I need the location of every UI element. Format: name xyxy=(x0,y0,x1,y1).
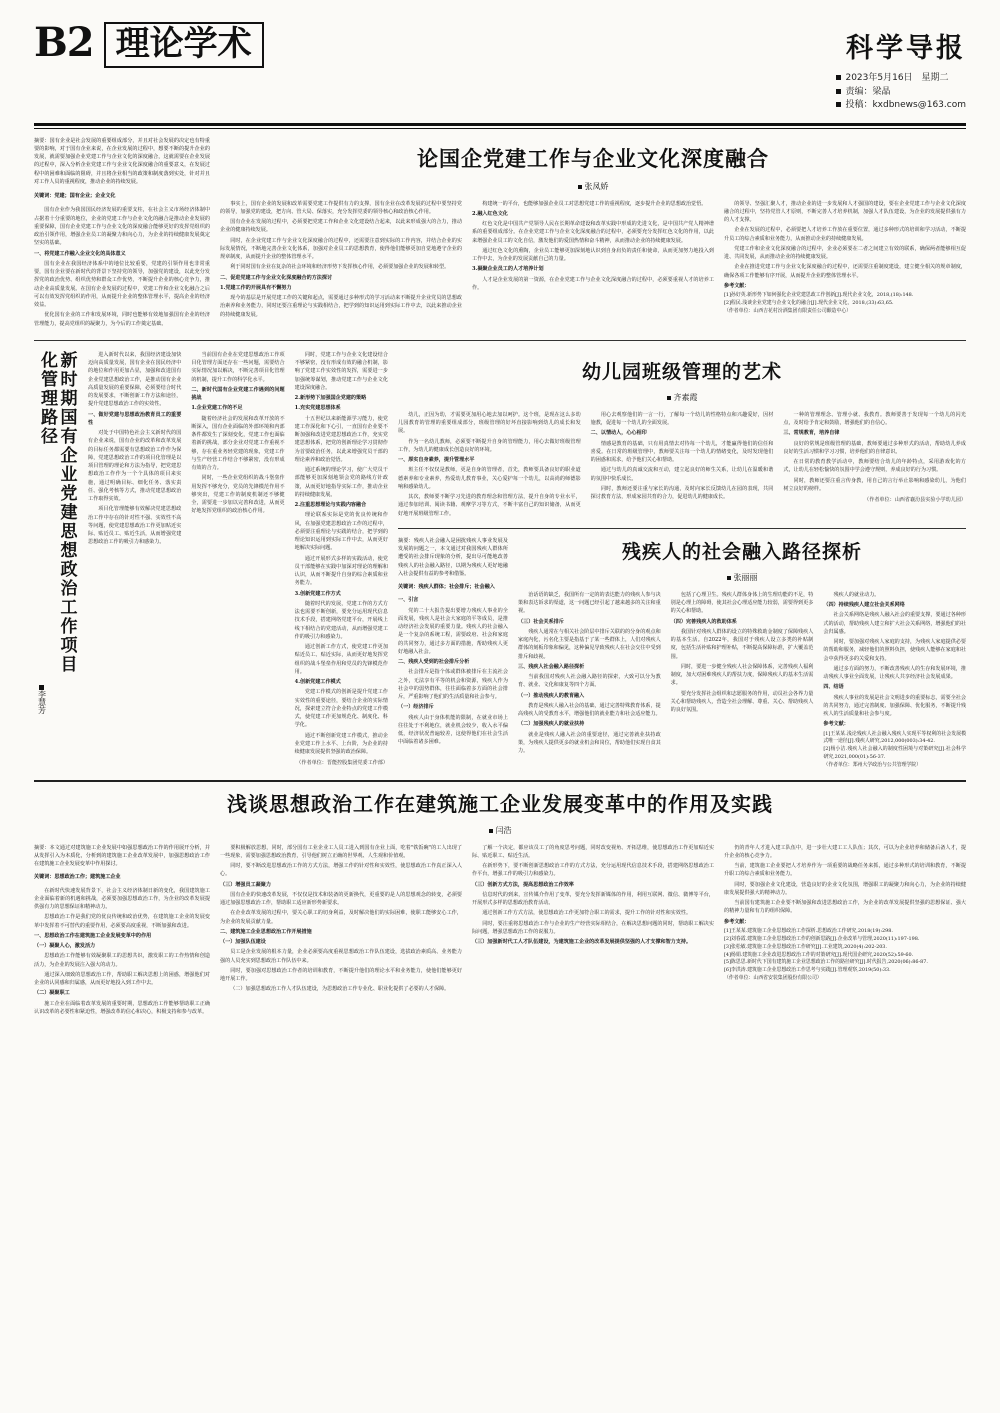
p: 同时，党建工作与企业文化建设结合不够紧密，没有形成有效的融合机制，影响了党建工作实效性的发挥，需要进一步加强统筹谋划，推动党建工作与企业文化建设深度融合。 xyxy=(294,351,388,391)
bullet-icon xyxy=(836,102,841,107)
p: 仍的青年人才进入建工队伍中，进一步壮大建工工人队伍；其次，可以为企业培养和储备后备人才，提升企业的核心竞争力。 xyxy=(724,844,966,859)
p: 同时，要加强对思想政治工作者的培训和教育，不断提升他们的理论水平和业务能力，使他们能够更好地开展工作。 xyxy=(220,967,462,983)
p: 同时，一些企业党组织的战斗堡垒作用发挥不够充分，党员的先锋模范作用不够突出，党建工作的制度机制还不够健全，需要进一步加以完善和改进，从而更好地发挥党组织的政治核心作用。 xyxy=(191,475,285,515)
p: 一、思想政治工作在建筑施工企业发展变革中的作用 xyxy=(34,932,152,939)
masthead-right xyxy=(836,22,966,113)
p: 二、新时代国有企业党建工作遇到的问题挑战 xyxy=(191,386,285,401)
vertical-article-signature: （作者单位：晋能控股集团党委工作部） xyxy=(296,760,388,767)
section-title: 理论学术 xyxy=(115,24,252,64)
masthead-rule xyxy=(34,123,966,126)
p: （四）完善残疾人的救助体系 xyxy=(670,618,737,625)
p: 社会关系网络是残疾人融入社会的重要支撑，要通过各种形式的活动，帮助残疾人建立和扩大社会关系网络，增强他们的社会归属感。 xyxy=(823,612,967,635)
p: 一种的管理理念、管理小就、我教育。教师要善于发现每一个幼儿的闪光点，及时给予肯定和鼓励，增强他们的自信心。 xyxy=(783,411,967,426)
p: 在新形势下，要不断创新思想政治工作的方式方法，充分运用现代信息技术手段，搭建网络思想政治工作平台，增强工作的吸引力和感染力。 xyxy=(472,863,714,878)
ref: [2]程民.浅谈企业党建与企业文化的融合[J].现代企业文化，2018,(33):63,65. xyxy=(724,299,894,306)
article-4-title: 浅谈思想政治工作在建筑施工企业发展变革中的作用及实践 xyxy=(227,791,773,816)
vertical-title-wrap xyxy=(34,351,78,770)
ref: [2]杨小洁.残疾人社会融入的制度性困境与对策研究[J].社会科学研究,2021,000(01):56-37. xyxy=(823,746,967,761)
p: 残疾人由于身体机能的限制，在就业市场上往往处于不利地位，就业机会较少，收入水平偏低，经济状况普遍较差，这使得他们在社会生活中面临着诸多困难。 xyxy=(398,714,508,746)
ref: [6]李洪涛.建筑施工企业思想政治工作思考与实践[J].管理观察,2019(50):33. xyxy=(724,967,891,974)
paper-name: 科学导报 xyxy=(846,33,966,64)
p: 三、常规教育，培养自律 xyxy=(783,430,840,437)
p: 社会排斥是指个体或群体被排斥在主流社会之外，无法享有平等的机会和资源，残疾人作为社会中的弱势群体，往往面临着多方面的社会排斥，严重影响了他们的生活质量和社会参与。 xyxy=(398,669,508,700)
ref: [1]王某某.建筑施工企业思想政治工作探析.思想政治工作研究,2018(19):298. xyxy=(724,927,893,934)
p: 通过与幼儿的真诚交流和互动，建立起良好的师生关系，让幼儿在温暖和谐的氛围中快乐成长。 xyxy=(590,467,774,482)
article-2-zone xyxy=(0,351,1000,770)
date-line: 2023年5月16日 星期二 xyxy=(845,73,949,83)
p: 通过多方面的努力，不断改善残疾人的生存和发展环境，推动残疾人事业全面发展，让残疾人共享经济社会发展成果。 xyxy=(823,665,967,680)
p: 要充分发挥社会组织和志愿服务的作用，动员社会各界力量关心和帮助残疾人，营造全社会理解、尊重、关心、帮助残疾人的良好氛围。 xyxy=(670,690,814,713)
p: 参考文献： xyxy=(724,918,750,925)
p: 当前国有建筑施工企业要不断加强和改进思想政治工作，为企业的改革发展提供坚强的思想保证、强大的精神力量和有力的组织保障。 xyxy=(724,900,966,915)
p: 就业是残疾人融入社会的重要途径，通过完善就业扶持政策，为残疾人提供更多的就业机会和岗位，帮助他们实现自食其力。 xyxy=(518,731,661,754)
article-divider-3 xyxy=(34,780,966,782)
p: 企业在发展的过程中，必须要把人才培养工作放在重要位置，通过多种形式的培训和学习活动，不断提升员工的综合素质和业务能力，从而推动企业的持续健康发展。 xyxy=(724,227,966,242)
article-3-byline xyxy=(518,572,966,583)
p: （二）凝聚职工 xyxy=(34,990,70,997)
article-3-abstract: 摘要：残疾人社会融入是困扰残疾人事业发展及发展的问题之一，本文通过对我国残疾人群体所遭受的社会排斥现象的分析，提出尽可能地改善残疾人的社会融入路径，以期为残疾人更好地融入社会提供有益的参考和借鉴。 xyxy=(398,537,508,577)
masthead-meta xyxy=(836,72,966,113)
article-4-keywords: 关键词：思想政治工作；建筑施工企业 xyxy=(34,874,121,881)
p: 二、以情动人，心心相印 xyxy=(590,430,647,437)
p: 要积极解放思想，同时，部分国有工业企业工人员工进入到国有企业上面，吃着"铁饭碗"的工人出现了一些现象，需要加强思想政治教育，引导他们树立正确的世界观、人生观和价值观。 xyxy=(220,844,462,859)
article-4-col-2 xyxy=(220,844,462,1019)
ref: （作者单位：郑州大学政治与公共管理学院） xyxy=(823,761,922,768)
p: 其次，教师要不断学习先进的教育理念和管理方法，提升自身的专业水平，通过参加培训、阅读书籍、观摩学习等方式，不断丰富自己的知识储备，从而更好地开展班级管理工作。 xyxy=(398,494,581,517)
p: 思想政治工作是我们党的优良传统和政治优势，在建筑施工企业的发展变革中发挥着不可替代的重要作用，必须要高度重视，不断加强和改进。 xyxy=(34,914,210,929)
p: 一、引言 xyxy=(398,597,419,604)
mail-line: 投稿：kxdbnews@163.com xyxy=(845,100,966,110)
p: 1.充实党建思想体系 xyxy=(294,405,341,412)
article-1-abstract: 摘要：国有企业是社会发展的重要组成部分，并且对社会发展的决定也有特重要的影响，对于国有企业来说，在企业发展的过程中，想要不断的提升企业的发展，就需要加强企业党建工作与企业文化的深度融合，这就需要在企业发展的过程中，深入分析企业党建工作与企业文化深度融合的重要意义，在发展过程中的困难和面临的阻碍，并且将企业相当的政策和制度落到实处，针对并且对工作人员的重视程度，推动企业的持续发展。 xyxy=(34,137,210,185)
article-1-abstract-col xyxy=(34,137,210,330)
p: 同时，教师还要注重言传身教，用自己的言行举止影响和感染幼儿，为他们树立良好的榜样。 xyxy=(783,477,967,492)
p: 当前国有企业在党建思想政治工作项目化管理方面还存在一些问题，需要结合实际情况加以解决，不断完善项目化管理的机制，提升工作的科学化水平。 xyxy=(191,351,285,383)
article-1-author: 张凤娇 xyxy=(584,181,609,191)
p: 企业在推进党建工作与企业文化深度融合的过程中，还需要注重制度建设，建立健全相关的规章制度，确保各项工作能够有序开展，从而提升企业的整体管理水平。 xyxy=(724,264,966,279)
ref: [4]杨娟.建筑施工企业改进思想政治工作的对策研究[J].现代国企研究,2020(52):59-60. xyxy=(724,951,914,958)
article-2-col-1 xyxy=(398,411,581,520)
article-1-col-2 xyxy=(220,200,462,321)
article-2-col-2 xyxy=(591,411,774,520)
p: 利于同时国有企业在复杂的社会环境和经济形势下发挥核心作用，必须要加强企业的发展和转型。 xyxy=(230,264,450,271)
article-3 xyxy=(398,537,966,770)
article-1-body xyxy=(220,137,966,330)
article-1-keywords: 关键词：党建；国有企业；企业文化 xyxy=(34,193,116,199)
article-2-col-3 xyxy=(783,411,966,520)
p: 国有企业作为我国国民经济发展的重要支柱，在社会主义市场经济体制中占据着十分重要的地位，企业的党建工作与企业文化的融合是推动企业发展的重要保障，国有企业党建工作与企业文化的深度融合能够更好的发挥党组织的政治引领作用，增强企业员工的凝聚力和向心力，为企业的持续健康发展奠定坚实的基础。 xyxy=(34,207,210,247)
right-stack xyxy=(398,351,966,770)
p: （三）创新方式方法，提高思想政治工作效率 xyxy=(472,881,574,888)
article-2-title: 幼儿园班级管理的艺术 xyxy=(581,360,782,383)
p: 施工企业在面临着改革发展的重要时期，思想政治工作能够帮助职工正确认识改革的必要性和紧迫性，增强改革的信心和决心，积极支持和参与改革。 xyxy=(34,1000,210,1015)
p: （四）持续残疾人建立社会关系网络 xyxy=(823,602,905,608)
p: （三）社会关系排斥 xyxy=(518,618,564,625)
p: 红色文化是中国共产党领导人民在长期革命建设和改革实践中形成的先进文化，是中国共产党人精神谱系的重要组成部分。在企业党建工作与企业文化深度融合的过程中，必须要充分发挥红色文化的作用，以此来增强企业员工的文化自信，激发他们的爱国热情和奋斗精神，从而推动企业的持续健康发展。 xyxy=(472,221,714,244)
p: 残疾人的就业动力。 xyxy=(833,591,880,598)
p: 一、厚实自身素养，提升管理水平 xyxy=(398,457,475,463)
article-3-title: 残疾人的社会融入路径探析 xyxy=(621,540,862,563)
p: 情感是教育的基础，只有用真情去对待每一个幼儿，才能赢得他们的信任和喜爱。在日常的班级管理中，教师要关注每一个幼儿的情绪变化，及时发现他们的困惑和需求，给予他们关心和帮助。 xyxy=(590,440,774,463)
p: 在企业改革发展的过程中，要关心职工的切身利益，及时解决他们的实际困难，使职工能够安心工作，为企业的发展贡献力量。 xyxy=(220,910,462,925)
p: 一、做好党建与思想政治教育员工的重要性 xyxy=(88,411,182,426)
p: 班主任不仅仅是教师，更是自身的管理者，首先，教师要具备良好的职业道德素养和专业素养，热爱幼儿教育事业，关心爱护每一个幼儿，以高尚的师德影响和感染幼儿。 xyxy=(398,467,581,490)
vertical-article-author xyxy=(36,685,48,714)
p: 通过深入细致的思想政治工作，帮助职工解决思想上的困惑，增强他们对企业的认同感和归属感，从而更好地投入到工作中去。 xyxy=(34,971,210,987)
p: 三、残疾人社会融入路径探析 xyxy=(518,663,585,670)
ref: [3]张松敏.建筑施工企业思想政治工作研究[J].工业建筑,2020(4):202-203. xyxy=(724,943,887,950)
p: 1.企业党建工作的不足 xyxy=(191,405,243,412)
p: 参考文献： xyxy=(823,721,849,728)
article-2-byline xyxy=(398,392,966,403)
p: 2.注重思想理论与实践内容融合 xyxy=(294,502,367,508)
ref: [5]陈思思.新时代下国有建筑施工企业思想政治工作的路径研究[J].时代报告,2020(06):86-87. xyxy=(724,959,928,966)
p: （三）加强新时代工人才队伍建设，为建筑施工企业的改革发展提供坚强的人才支撑和智力支持。 xyxy=(472,939,692,946)
p: 通过创新工作方式，使党建工作更加贴近员工、贴近实际，从而更好地发挥党组织的战斗堡垒作用和党员的先锋模范作用。 xyxy=(294,644,388,675)
article-1-byline xyxy=(220,181,966,192)
article-3-col-2 xyxy=(518,591,661,770)
ref: （作者单位：山西吉花村汾酒集团有限责任公司酿造中心） xyxy=(724,307,852,314)
p: 通过系统的理论学习，使广大党员干部能够更加深刻地领会党的路线方针政策，从而更好地指导实际工作，推动企业的持续健康发展。 xyxy=(294,467,388,498)
article-4 xyxy=(0,788,1000,1019)
masthead xyxy=(0,0,1000,119)
p: 二、促进党建工作与企业文化深度融合的方法探讨 xyxy=(220,274,333,281)
v-col-1 xyxy=(88,351,181,768)
p: 良好的常规是班级管理的基础，教师要通过多种形式的活动，帮助幼儿养成良好的生活习惯和学习习惯，培养他们的自律意识。 xyxy=(783,440,967,455)
p: 员工是企业发展的根本力量，企业必须要高度重视思想政治工作队伍建设，选拔政治素质高、业务能力强的人员充实到思想政治工作队伍中来。 xyxy=(220,949,462,964)
article-1-col-3 xyxy=(472,200,714,321)
p: 通过不断创新党建工作模式，推动企业党建工作上水平、上台阶，为企业的持续健康发展提供坚强的政治保障。 xyxy=(294,732,388,755)
p: 同时，要不断改进思想政治工作的方式方法，增强工作的针对性和实效性，使思想政治工作真正深入人心。 xyxy=(220,863,462,878)
p: 同时，要加强对残疾人家庭的支持，为残疾人家庭提供必要的帮助和服务，减轻他们的照料负担，使残疾人能够在家庭和社会中获得更多的关爱和支持。 xyxy=(823,639,967,662)
p: 随着时代的发展，党建工作的方式方法也需要不断创新，要充分运用现代信息技术手段，搭建网络党建平台，开展线上线下相结合的党建活动，从而增强党建工作的吸引力和感染力。 xyxy=(294,600,388,640)
p: 人才是企业发展的第一资源，在企业党建工作与企业文化深度融合的过程中，必须要重视人才的培养工作。 xyxy=(472,276,714,291)
article-4-col-4 xyxy=(724,844,966,1019)
p: （三）增强员工凝聚力 xyxy=(220,881,271,888)
v-col-3 xyxy=(295,351,388,768)
p: 信息时代的到来，宣传媒介作用了变革，要充分发挥新媒体的作用，利用互联网、微信、微博等平台，开展形式多样的思想政治教育活动。 xyxy=(472,891,714,907)
masthead-left xyxy=(34,19,264,68)
p: 用心去观察他们的一言一行，了解每一个幼儿的性格特点和兴趣爱好，因材施教，促进每一个幼儿的全面发展。 xyxy=(590,411,774,426)
article-4-abstract: 摘要：本文通过对建筑施工企业发展中如强思想政治工作的作用展开分析，并从发挥引入为本质化，分析到的建筑施工企业改革发展中，加强思想政治工作在建筑施工企业发展变革中作用探讨。 xyxy=(34,844,210,868)
p: 进入新时代以来，我国经济建设加快迈向高质量发展，国有企业在国民经济中的地位和作用更加凸显，加强和改进国有企业党建思想政治工作，是推动国有企业高质量发展的重要保障，必须要结合时代的发展要求，不断创新工作方法和途径，提升党建思想政治工作的实效性。 xyxy=(88,351,182,408)
vertical-author-name: 李慧芳 xyxy=(37,689,47,714)
p: 4.创新党建工作模式 xyxy=(294,679,341,685)
p: 在日常的教育教学活动中，教师要结合幼儿的年龄特点，采用游戏化的方式，让幼儿在轻松愉快的氛围中学会遵守规则，养成良好的行为习惯。 xyxy=(783,459,967,474)
p: 优化国有企业的工作和发展环境，同时也能够有效地加强国有企业的经济管理能力，提高党组织的凝聚力，为今后的工作奠定基础。 xyxy=(34,312,210,327)
ref: [1]王某某.浅论残疾人社会融入残疾人实现平等权利的社会发展模式唯一途径[J].残疾人研究,2012,000(003):34-42. xyxy=(823,730,967,745)
p: 国有企业在发展的过程中，必须要把党建工作和企业文化建设结合起来，以此来形成强大的合力，推动企业的健康持续发展。 xyxy=(220,219,462,234)
p: 当前我国对残疾人社会融入路径的探索，大致可以分为教育、就业、文化和康复等四个方面。 xyxy=(518,674,661,689)
p: 四、结语 xyxy=(823,684,844,691)
article-3-body xyxy=(518,537,966,770)
p: 在新时代快速发展背景下，社会主义经济体制日新的变化，我国建筑施工企业面临着新的机遇和挑战，必须要加强思想政治工作，为企业的改革发展提供强有力的思想保证和精神动力。 xyxy=(34,887,210,911)
p: 通过创新工作方式方法，使思想政治工作更加符合职工的需求，提升工作的针对性和实效性。 xyxy=(482,910,692,917)
p: 同时，要进一步健全残疾人社会保障体系，完善残疾人福利制度，加大对困难残疾人的帮扶力度，保障残疾人的基本生活需求。 xyxy=(670,663,814,687)
ref: [1]孙好英.新形势下如何强化企业党建思政工作创新[J].现代企业文化，2018,(18):148. xyxy=(724,292,914,298)
article-4-byline xyxy=(34,825,966,836)
p: 二、建筑施工企业思想政治工作开展措施 xyxy=(220,928,312,935)
vertical-article-body xyxy=(88,351,388,770)
p: 幼儿，正因为幼，才需要更加用心地去加以呵护。这个班，是现在这么多幼儿园教育的管理的重要组成部分，班级管理的好坏直接影响到幼儿的成长和发展。 xyxy=(398,411,581,435)
article-1-col-4 xyxy=(724,200,966,321)
p: 现今的基层是开展党建工作的关键和起点，需要通过多种形式的学习活动来不断提升企业党员的思想政治素养和业务能力，同时还要注重理论与实践相结合，把学到的知识运用到实际工作中去，以此来推动企业的持续健康发展。 xyxy=(220,295,462,318)
p: 国有企业在我国经济体系中的地位比较重要，党建的引领作用也非常重要，国有企业要在新时代的背景下坚持党的领导，加强党的建设，以此充分发挥党的政治优势、组织优势和群众工作优势，不断提升企业的核心竞争力，推动企业高质量发展。在国有企业发展的过程中，党建工作和企业文化融合之后可以有效发挥党组织的作用，从而提升企业的整体管理水平，提高企业的经济效益。 xyxy=(34,260,210,308)
v-col-2 xyxy=(191,351,284,768)
ref: [2]刘春霞.建筑施工企业思想政治工作的创新思路[J].企业改革与管理,2020(11):197-198. xyxy=(724,935,920,942)
p: （一）推动残疾人的教育融入 xyxy=(518,692,585,699)
p: 参考文献： xyxy=(724,282,750,289)
p: 理论联系实际是党的优良传统和作风，在加强党建思想政治工作的过程中，必须要注重理论与实践的结合，把学到的理论知识运用到实际工作中去，从而更好地解决实际问题。 xyxy=(294,512,388,552)
article-2-author: 齐素霞 xyxy=(673,392,698,402)
p: 同时，在企业党建工作与企业文化深度融合的过程中，还需要注意到实际的工作内容，并结合企业的实际发展情况，不断地完善企业文化体系，加强对企业员工的思想教育，使得他们能够更加自觉地遵守企业的规章制度，从而提升企业的整体管理水平。 xyxy=(220,237,462,260)
p: （二）加强残疾人的就业扶持 xyxy=(518,721,585,728)
p: 党的二十大报告提出要增力残疾人事业的全面发展，残疾人是社会大家庭的平等成员，是推动经济社会发展的重要力量。残疾人的社会融入是一个复杂的系统工程，需要政府、社会和家庭的共同努力，通过多方面的措施，帮助残疾人更好地融入社会。 xyxy=(398,607,508,655)
bullet-icon xyxy=(836,75,841,80)
p: 同时，要注重将思想政治工作与企业的生产经营实际相结合，在解决思想问题的同时，帮助职工解决实际问题，增强思想政治工作的说服力。 xyxy=(472,920,714,935)
p: （一）凝聚人心，激发活力 xyxy=(34,943,96,950)
article-3-abstract-col xyxy=(398,537,508,770)
p: 2.新形势下加强国企党建的策略 xyxy=(294,395,367,401)
p: 党建工作和企业文化深度融合的过程中，企业必须要在二者之间建立有效的联系，确保两者能够相互促进、共同发展，从而推动企业的持续健康发展。 xyxy=(724,245,966,260)
p: （二）加强思想政治工作人才队伍建设，为思想政治工作专业化、职业化提供了必要的人才保障。 xyxy=(230,986,450,993)
article-2-signature: （作者单位：山西省襄汾县实验小学幼儿园） xyxy=(864,497,967,503)
vertical-article-title: 新时期国有企业党建思想政治工作项目化管理路径 xyxy=(37,350,77,674)
p: 二、残疾人受到的社会排斥分析 xyxy=(398,659,470,665)
p: 了解一个决定，都应该员工了的角度思考问题，同时改变视角、开拓思维，使思想政治工作更加贴近实际、贴近职工、贴近生活。 xyxy=(472,844,714,859)
p: 教育是残疾人融入社会的基础，通过完善特殊教育体系，提高残疾人的受教育水平，增强他们的就业能力和社会适应能力。 xyxy=(518,702,661,717)
p: 残疾人事业的发展是社会文明进步的重要标志，需要全社会的共同努力，通过完善制度、加强保障、优化服务，不断提升残疾人的生活质量和社会参与度。 xyxy=(823,694,967,717)
article-3-col-4 xyxy=(823,591,966,770)
p: 治话语的缺乏，我国所有一定的的表达能力的残疾人参与决策和表达诉求的渠道，这一问题已经引起了越来越多的关注和重视。 xyxy=(518,591,661,615)
article-3-col-3 xyxy=(671,591,814,770)
bullet-icon xyxy=(578,185,582,189)
p: 作为一名幼儿教师，必须要不断提升自身的管理能力，用心去做好班级管理工作，为幼儿的健康成长创造良好的环境。 xyxy=(398,438,581,453)
bullet-icon xyxy=(667,396,671,400)
article-divider-2 xyxy=(398,528,966,529)
p: 事实上，国有企业的发展和改革需要党建工作提供有力的支撑，国有企业在改革发展的过程中要坚持党的领导，加强党的建设，把方向、管大局、保落实，充分发挥党委的领导核心和政治核心作用。 xyxy=(220,200,462,215)
article-4-author: 闫浩 xyxy=(495,825,512,835)
editor-line: 责编：梁晶 xyxy=(845,86,891,97)
bullet-icon xyxy=(836,89,841,94)
p: 党建工作模式的创新是提升党建工作实效性的重要途径，要结合企业的实际情况，探索建立符合企业特点的党建工作模式，使党建工作更加规范化、制度化、科学化。 xyxy=(294,689,388,729)
p: 3.创新党建工作方式 xyxy=(294,590,341,597)
p: 项目化管理能够有效解决党建思想政治工作中存在的针对性不强、实效性不高等问题，使党建思想政治工作更加贴近实际、贴近员工、贴近生活，从而增强党建思想政治工作的吸引力和感染力。 xyxy=(88,506,182,546)
article-divider-1 xyxy=(34,340,966,341)
p: 3.凝聚企业员工的人才培养计划 xyxy=(472,266,544,273)
p: 我国针对残疾人群体的设立的特殊救助金制度了保障残疾人的基本生活。自2022年，我国对于残疾人设立多类的补贴制度，包括生活补贴和护理补贴，不断提高保障标准，扩大覆盖范围。 xyxy=(670,628,814,660)
p: 随着经济社会的发展和改革开放的不断深入，国有企业面临的外部环境和内部条件都发生了深刻变化，党建工作也面临着新的挑战，部分企业对党建工作重视不够，存在重业务轻党建的现象，党建工作与生产经营工作结合不够紧密，没有形成有效的合力。 xyxy=(191,415,285,471)
article-4-abstract-col xyxy=(34,844,210,1019)
article-4-col-3 xyxy=(472,844,714,1019)
p: 思想政治工作能够有效凝聚职工的思想共识，激发职工的工作热情和创造活力，为企业的发展注入强大的动力。 xyxy=(34,953,210,968)
p: （一）加强队伍建设 xyxy=(220,939,266,946)
p: 通过红色文化的熏陶，企业员工能够更加深刻地认识到自身肩负的责任和使命，从而更加努力地投入到工作中去，为企业的发展贡献自己的力量。 xyxy=(472,247,714,262)
bullet-icon xyxy=(489,829,493,833)
article-3-author: 张丽丽 xyxy=(733,572,758,582)
p: 国有企业的快速改革发展，不仅仅是技术和装备的更新换代，更重要的是人的思想观念的转变，必须要通过加强思想政治工作，帮助职工适应新形势新要求。 xyxy=(220,891,462,907)
p: 同时，要加强企业文化建设，营造良好的企业文化氛围，增强职工的凝聚力和向心力，为企业的持续健康发展提供强大的精神动力。 xyxy=(724,881,966,896)
article-1 xyxy=(0,129,1000,330)
article-1-title: 论国企党建工作与企业文化深度融合 xyxy=(417,145,769,171)
p: 同时，教师还要注重与家长的沟通，及时向家长反馈幼儿在园的表现，共同探讨教育方法，形成家园共育的合力，促进幼儿的健康成长。 xyxy=(590,485,774,500)
p: 通过开展形式多样的实践活动，使党员干部能够在实践中加深对理论的理解和认识，从而不断提升自身的综合素质和业务能力。 xyxy=(294,555,388,587)
p: 残疾人通常在与相关社会阶层中排斥关联的的分身的观点和家庭内化，污名化主要是指基于了某一些群体上，人们对残疾人群体的刻板印象和偏见，这种偏见导致残疾人在社会交往中受到排斥和歧视。 xyxy=(518,628,661,660)
ref: （作者单位：山西省安装集团股份有限公司） xyxy=(724,975,822,982)
article-3-keywords: 关键词：残疾人群体；社会排斥；社会融入 xyxy=(398,584,495,590)
p: （一）经济排斥 xyxy=(398,704,434,711)
bullet-icon xyxy=(727,576,731,580)
p: 1.党建工作的开展具有不懈努力 xyxy=(220,284,292,291)
p: 2.融入红色文化 xyxy=(472,210,508,217)
p: 当前，建筑施工企业要把人才培养作为一项重要的战略任务来抓，通过多种形式的培训和教育，不断提升职工的综合素质和业务能力。 xyxy=(724,863,966,878)
p: 一、将党建工作融入企业文化的具体意义 xyxy=(34,250,126,257)
p: 的领导、坚强汇聚人才，推动企业的进一步发展和人才强国的建设，要在企业党建工作与企业文化深度融合的过程中，坚持党管人才原则，不断完善人才培养机制，加强人才队伍建设，为企业的发展提供强有力的人才支撑。 xyxy=(724,200,966,223)
p: 包括了心理卫生。残疾人群体身体上的生理功能的不足，特别是心理上的障碍，使其社会心理适应能力较弱，需要得到更多的关心和帮助。 xyxy=(670,591,814,615)
page-number: B2 xyxy=(34,19,94,66)
section-title-box xyxy=(104,22,264,68)
p: 对处于中国特色社会主义新时代的国有企业来说，国有企业的改革和改革发展的目标任务都需要有思想政治工作作为保障，党建思想政治工作的项目化管理是以项目管理的理论和方法为指导，把党建思想政治工作作为一个个具体的项目来实施，通过明确目标、细化任务、落实责任、强化考核等方式，推动党建思想政治工作取得实效。 xyxy=(88,430,182,502)
p: 构建统一的平台，也能够加强企业员工对思想党建工作的重视程度，逐步提升企业的思想政治觉悟。 xyxy=(482,200,707,207)
p: 十五世纪以来新能源学习能力，使党建工作深化和下心引，一直国有企业要不断加强和改进党建思想政治工作，充实党建思想体系，把党的创新理论学习贯彻作为首要政治任务，以此来增强党员干部的理论素养和政治觉悟。 xyxy=(294,415,388,463)
